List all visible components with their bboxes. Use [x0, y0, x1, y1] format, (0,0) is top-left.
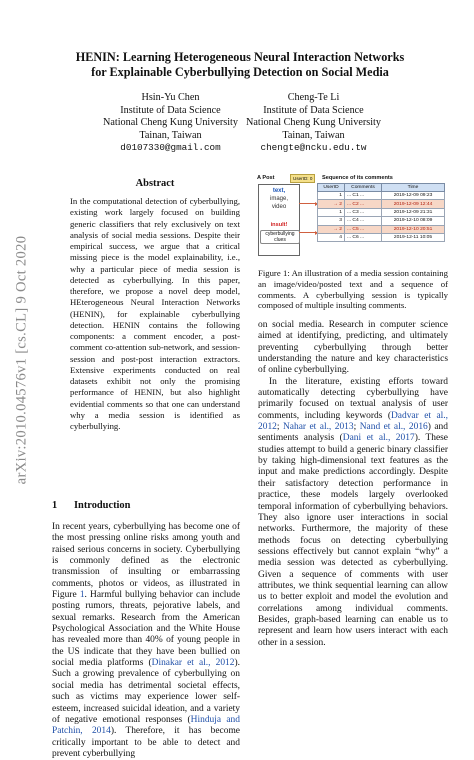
arxiv-id: arXiv:2010.04576v1 [cs.CL] 9 Oct 2020 — [13, 235, 30, 485]
citation-link[interactable]: Dadvar et al., 2012 — [258, 410, 448, 433]
title-line-1: HENIN: Learning Heterogeneous Neural Interaction Networks — [75, 50, 405, 64]
clues-label: cyberbullying clues — [260, 230, 300, 244]
arxiv-sidebar — [2, 210, 42, 510]
text-run: In recent years, cyberbullying has become one of the most pressing online risks among youth and raised serious concerns in society. Cyberbullying is commonly defined as the electronic transmission of insulting or embarrassing comments, photos or videos, as illustrated in Figure — [52, 522, 240, 601]
text-run: ). These studies attempt to build a generic binary classifier by taking high-dimensional text features as the input and make predictions accordingly. Despite their satisfactory detection performance in practice, these models largely overlooked temporal information of cyberbullying behaviors. They also ignore user interactions in social networks. Furthermore, the majority of these methods focus on detecting cyberbullying sessions effectively but cannot explain “why” a media session was detected as cyberbullying. Given a sequence of comments with user attributes, we think sequential learning can allow us to better exploit and model the evolution and correlations among individual comments. Besides, graph-based learning can enable us to represent and learn how users interact with each other in a session. — [258, 433, 448, 648]
text-run: ). Such a growing prevalence of cyberbullying on social media has detrimental societal effects, such as victims may experience lower self-esteem, increased suicidal ideation, and a variety of negative emotional responses ( — [52, 658, 240, 725]
paper-title — [40, 50, 440, 80]
post-box — [258, 184, 300, 256]
author-block-2 — [226, 92, 401, 155]
citation-link[interactable]: Nand et al., 2016 — [359, 422, 428, 433]
media-video: video — [271, 204, 287, 210]
section-number: 1 — [52, 500, 58, 511]
table-cell: 2019-12-10 20:51 — [382, 225, 445, 233]
table-cell: → 2 — [318, 200, 345, 208]
text-run: In the literature, existing efforts toward automatically detecting cyberbullying have primarily focused on textual analysis of user comments, including keywords ( — [258, 376, 448, 421]
table-header: Comments — [345, 184, 382, 192]
section-title: Introduction — [74, 500, 131, 511]
author-univ: National Cheng Kung University — [103, 117, 238, 129]
citation-link[interactable]: 1 — [79, 590, 85, 601]
table-cell: 2019-12-09 09:23 — [382, 192, 445, 200]
table-cell: 3 — [318, 217, 345, 225]
author-city: Tainan, Taiwan — [139, 129, 202, 141]
left-column — [52, 522, 240, 760]
table-cell: ... C1 ... — [345, 192, 382, 200]
right-column — [258, 320, 448, 649]
author-univ: National Cheng Kung University — [246, 117, 381, 129]
figure-caption: Figure 1: An illustration of a media session containing an image/video/posted text and a sequence of comments. A cyberbullying session is typically composed of multiple insulting comments. — [258, 268, 448, 311]
abstract-heading: Abstract — [135, 178, 175, 189]
title-line-2: for Explainable Cyberbullying Detection on Social Media — [91, 65, 389, 79]
citation-link[interactable]: Nahar et al., 2013 — [282, 422, 354, 433]
arrow-to-c2 — [299, 203, 317, 204]
table-cell: → 2 — [318, 225, 345, 233]
paragraph: on social media. Research in computer science aimed at identifying, predicting, and ultimately preventing cyberbullying through better understanding the nature and key characteristics of online cyberbullying. — [258, 320, 448, 376]
table-cell: ... C3 ... — [345, 208, 382, 216]
text-run: ; — [276, 422, 283, 433]
author-name: Cheng-Te Li — [287, 92, 340, 103]
text-run: ). Therefore, it has become critically important to be able to detect and prevent cyberbullying — [52, 726, 240, 759]
author-dept: Institute of Data Science — [120, 104, 221, 116]
author-dept: Institute of Data Science — [263, 104, 364, 116]
media-image: image, — [269, 196, 288, 202]
post-media — [259, 187, 299, 211]
media-text: text, — [272, 188, 286, 194]
author-email: d0107330@gmail.com — [120, 142, 221, 154]
citation-link[interactable]: Dinakar et al., 2012 — [151, 658, 235, 669]
table-cell: ... C5 ... — [345, 225, 382, 233]
table-cell: 2019-12-09 21:31 — [382, 208, 445, 216]
userid-badge: UserID: 0 — [290, 174, 315, 183]
text-run: ) and sentiments analysis ( — [258, 422, 448, 444]
table-cell: 1 — [318, 192, 345, 200]
paragraph — [52, 522, 240, 760]
table-cell: 2019-12-10 08:09 — [382, 217, 445, 225]
table-cell: ... C6 ... — [345, 233, 382, 241]
table-row — [318, 208, 445, 216]
table-row — [318, 233, 445, 241]
author-city: Tainan, Taiwan — [282, 129, 345, 141]
citation-link[interactable]: Hinduja and Patchin, 2014 — [52, 714, 240, 737]
author-email: chengte@ncku.edu.tw — [260, 142, 367, 154]
arrow-to-c5 — [299, 232, 317, 233]
table-cell: 2019-12-11 10:05 — [382, 233, 445, 241]
table-cell: 1 — [318, 208, 345, 216]
author-name: Hsin-Yu Chen — [141, 92, 200, 103]
paragraph — [258, 377, 448, 649]
comments-table — [317, 183, 445, 242]
table-cell: 4 — [318, 233, 345, 241]
table-row — [318, 200, 445, 208]
table-row — [318, 217, 445, 225]
post-label: A Post — [257, 175, 275, 181]
text-run: ; — [353, 422, 360, 433]
table-header: Time — [382, 184, 445, 192]
sequence-label: Sequence of its comments — [322, 175, 393, 181]
section-heading — [52, 500, 130, 511]
citation-link[interactable]: Dani et al., 2017 — [342, 433, 415, 444]
figure-1 — [255, 174, 451, 258]
abstract-text: In the computational detection of cyberbullying, existing work largely focused on building generic classifiers that rely exclusively on text analysis of social media sessions. Despite their empirical success, we argue that a critical missing piece is the model explainability, i.e., why a particular piece of media session is detected as cyberbullying. In this paper, therefore, we propose a novel deep model, HEterogeneous Neural Interaction Networks (HENIN), for explainable cyberbullying detection. HENIN contains the following components: a comment encoder, a post-comment co-attention sub-network, and session-session and post-post interaction extractors. Extensive experiments conducted on real datasets exhibit not only the promising performance of HENIN, but also highlight evidential comments so that one can understand why a media session is identified as cyberbullying. — [70, 196, 240, 431]
table-header: UserID — [318, 184, 345, 192]
table-cell: ... C2 ... — [345, 200, 382, 208]
table-cell: 2019-12-09 12:44 — [382, 200, 445, 208]
text-run: . Harmful bullying behavior can include posting rumors, threats, pejorative labels, and sexual remarks. Research from the American Psychological Association and the White House has revealed more than 40% of young people in the US indicate that they have been bullied on social media platforms ( — [52, 590, 241, 669]
table-cell: ... C4 ... — [345, 217, 382, 225]
insult-label: insult! — [270, 222, 288, 228]
table-row — [318, 225, 445, 233]
table-row — [318, 192, 445, 200]
